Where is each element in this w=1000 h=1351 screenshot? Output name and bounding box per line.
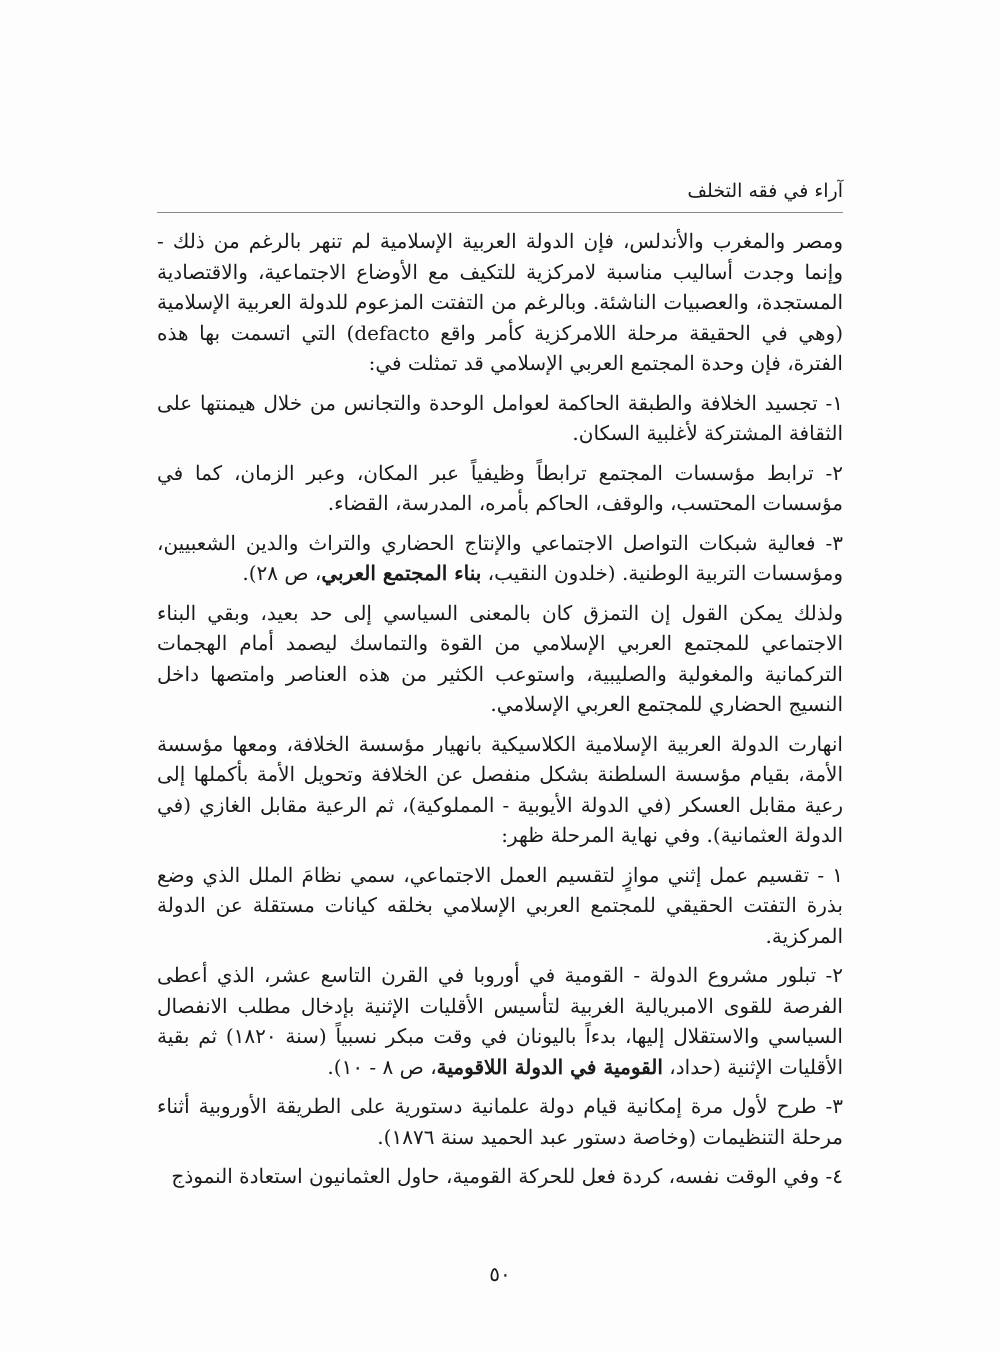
citation-title-bold: القومية في الدولة اللاقومية	[436, 1054, 663, 1079]
list-item-b2-text: ٢- تبلور مشروع الدولة - القومية في أوروبا في القرن التاسع عشر، الذي أعطى الفرصة للقوى الامبريالية الغربية لتأسيس الأقليات الإثنية بإدخال مطلب الانفصال السياسي والاستقلال إليها، بدءاً باليونان في وقت مبكر نسبياً (سنة ١٨٢٠) ثم بقية الأقليات الإثنية (حداد،	[157, 963, 843, 1079]
paragraph-fragmentation: ولذلك يمكن القول إن التمزق كان بالمعنى السياسي إلى حد بعيد، وبقي البناء الاجتماعي للمجتمع العربي الإسلامي من القوة والتماسك ليصمد أمام الهجمات التركمانية والمغولية والصليبية، واستوعب الكثير من هذه العناصر وامتصها داخل النسيج الحضاري للمجتمع العربي الإسلامي.	[157, 600, 843, 716]
citation-title-bold: بناء المجتمع العربي	[321, 561, 482, 585]
list-item-b1: ١ - تقسيم عمل إثني موازٍ لتقسيم العمل الاجتماعي، سمي نظامَ الملل الذي وضع بذرة التفتت الحقيقي للمجتمع العربي الإسلامي بخلقه كيانات مستقلة عن الدولة المركزية.	[157, 862, 844, 948]
list-item-2: ٢- ترابط مؤسسات المجتمع ترابطاً وظيفياً عبر المكان، وعبر الزمان، كما في مؤسسات المحتسب، والوقف، الحاكم بأمره، المدرسة، القضاء.	[157, 460, 843, 515]
list-item-b2-citation-end: ، ص ٨ - ١٠).	[327, 1054, 437, 1079]
header-divider	[157, 212, 843, 213]
list-item-3	[157, 528, 843, 589]
list-item-b3: ٣- طرح لأول مرة إمكانية قيام دولة علمانية دستورية على الطريقة الأوروبية أثناء مرحلة التنظيمات (وخاصة دستور عبد الحميد سنة ١٨٧٦).	[157, 1094, 843, 1149]
list-item-3-citation-end: ، ص ٢٨).	[242, 561, 322, 585]
body-text	[157, 226, 843, 1201]
list-item-b2	[157, 960, 843, 1082]
page-number: ٥٠	[489, 1262, 511, 1286]
paragraph-collapse: انهارت الدولة العربية الإسلامية الكلاسيكية بانهيار مؤسسة الخلافة، ومعها مؤسسة الأمة، بقيام مؤسسة السلطنة بشكل منفصل عن الخلافة وتحويل الأمة بأكملها إلى رعية مقابل العسكر (في الدولة الأيوبية - المملوكية)، ثم الرعية مقابل الغازي (في الدولة العثمانية). وفي نهاية المرحلة ظهر:	[157, 731, 843, 847]
list-item-3-text: ٣- فعالية شبكات التواصل الاجتماعي والإنتاج الحضاري والتراث والدين الشعبيين، ومؤسسات التربية الوطنية. (خلدون النقيب،	[157, 530, 843, 585]
list-item-1: ١- تجسيد الخلافة والطبقة الحاكمة لعوامل الوحدة والتجانس من خلال هيمنتها على الثقافة المشتركة لأغلبية السكان.	[157, 390, 843, 445]
running-header: آراء في فقه التخلف	[687, 180, 843, 202]
list-item-b4: ٤- وفي الوقت نفسه، كردة فعل للحركة القومية، حاول العثمانيون استعادة النموذج	[171, 1164, 843, 1188]
paragraph-intro: ومصر والمغرب والأندلس، فإن الدولة العربية الإسلامية لم تنهر بالرغم من ذلك - وإنما وجدت أساليب مناسبة لامركزية للتكيف مع الأوضاع الاجتماعية، والاقتصادية المستجدة، والعصبيات الناشئة. وبالرغم من التفتت المزعوم للدولة العربية الإسلامية (وهي في الحقيقة مرحلة اللامركزية كأمر واقع defacto) التي اتسمت بها هذه الفترة، فإن وحدة المجتمع العربي الإسلامي قد تمثلت في:	[157, 229, 843, 375]
